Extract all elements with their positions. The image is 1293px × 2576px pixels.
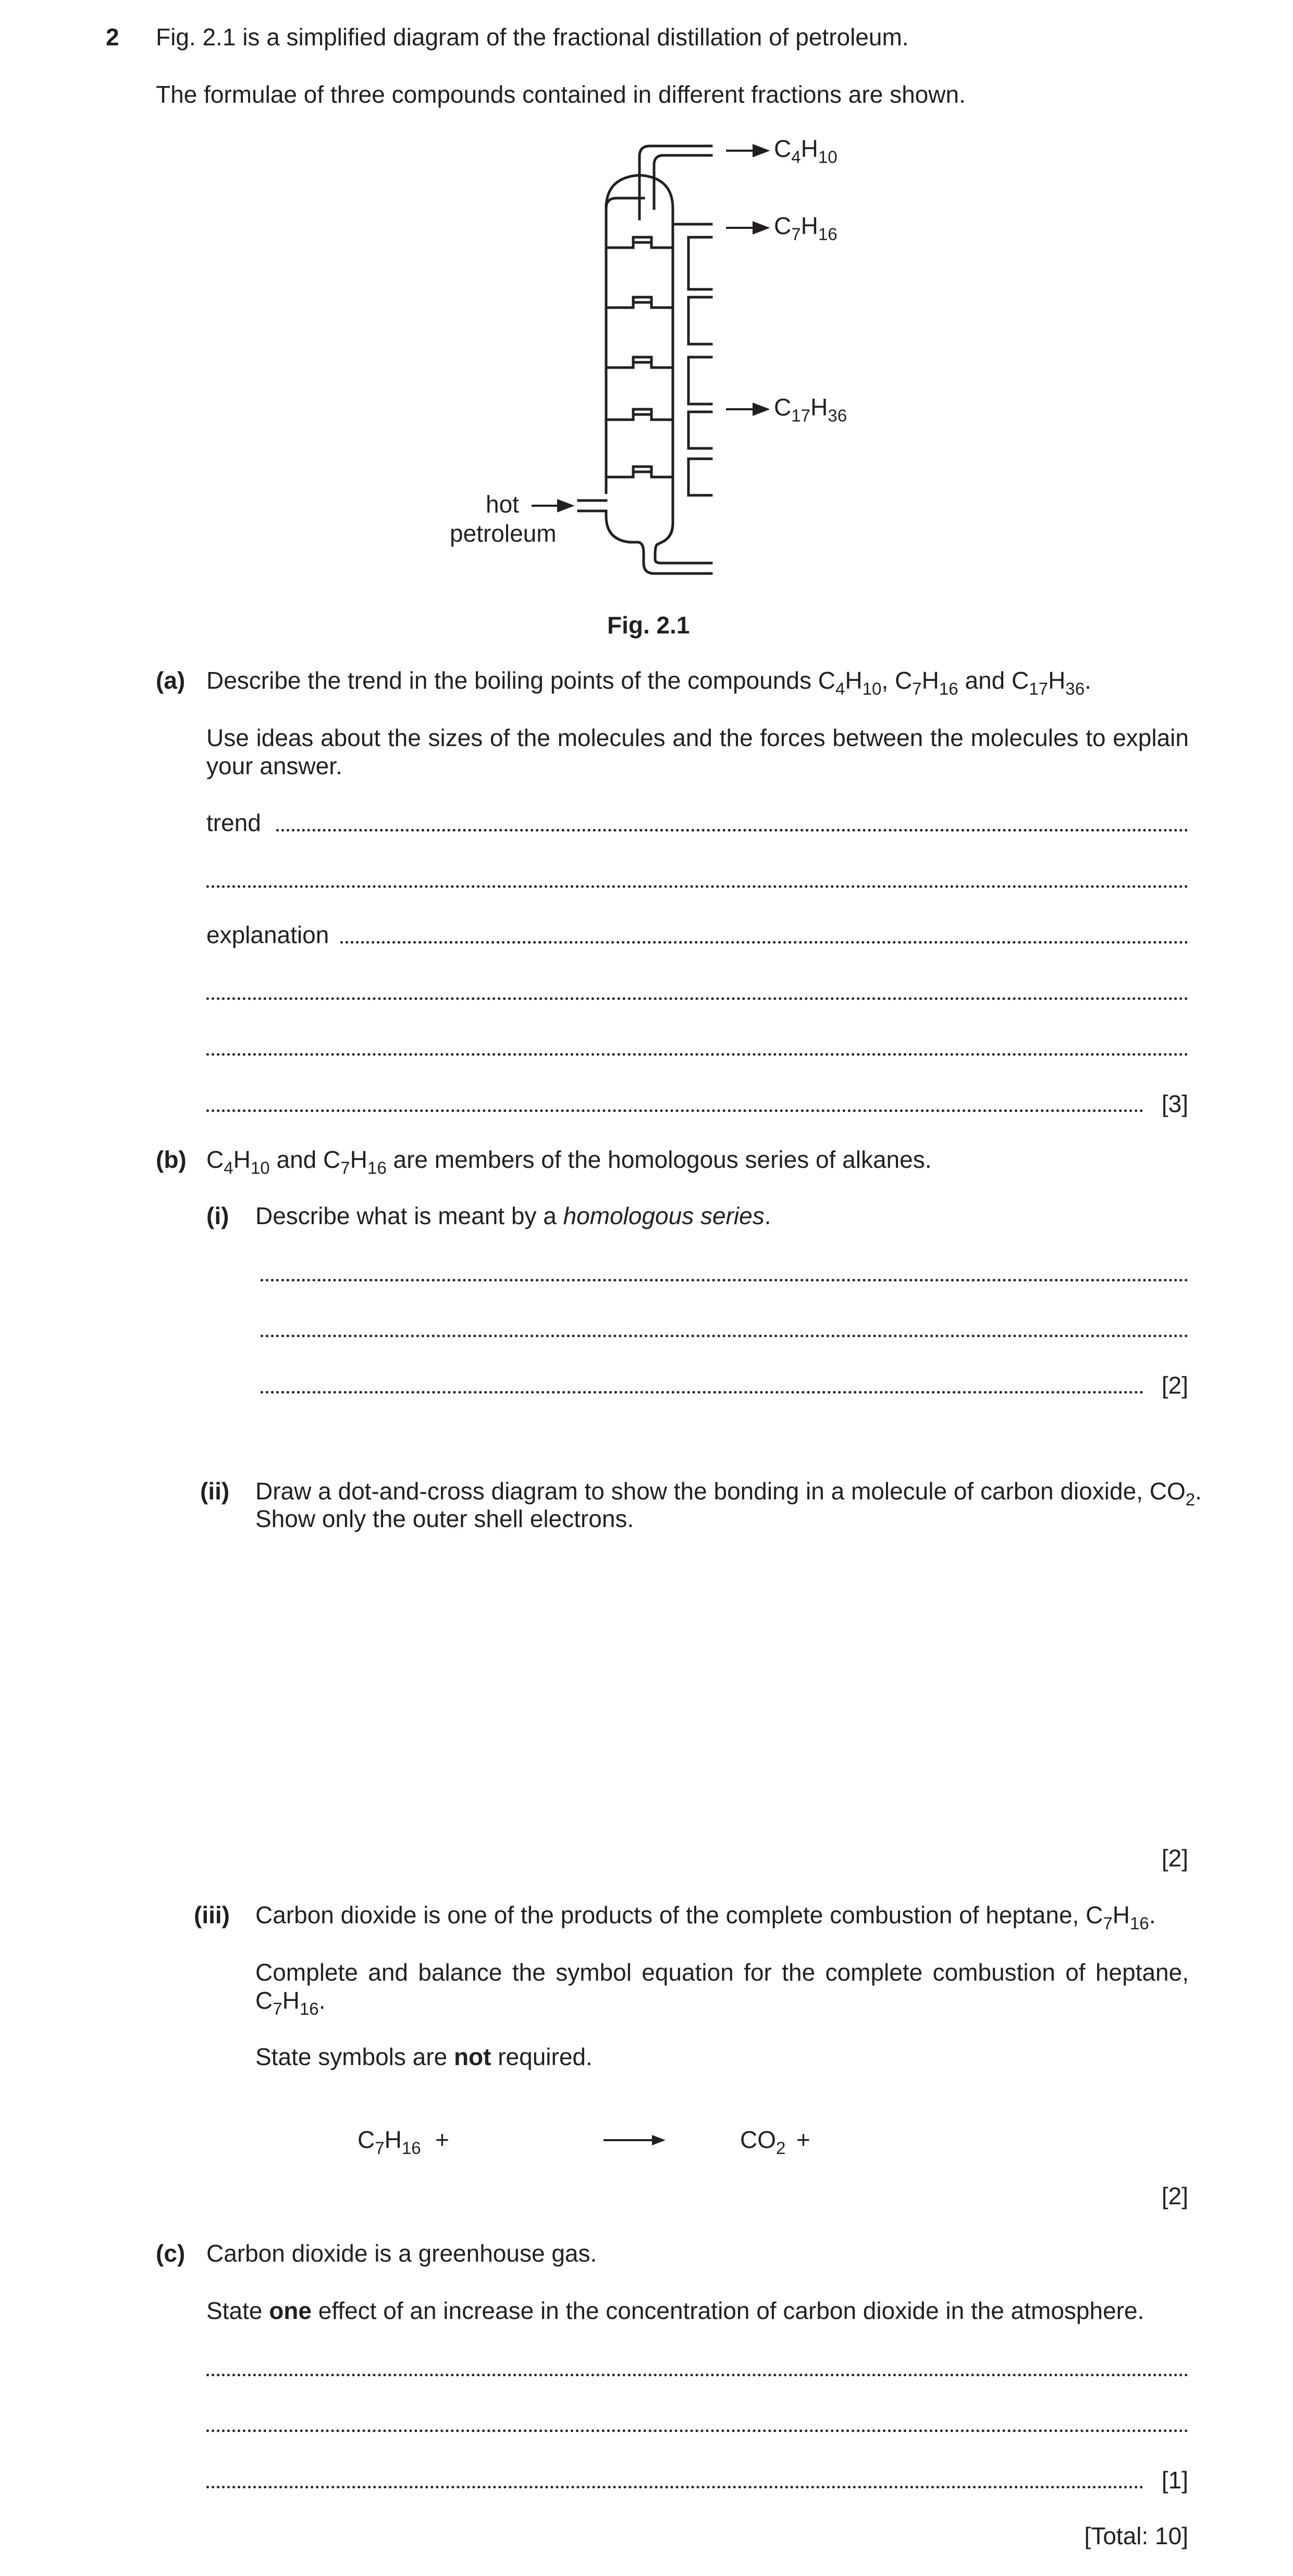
answer-line-c-1[interactable] bbox=[206, 2374, 1188, 2376]
part-b-ii-label: (ii) bbox=[200, 1478, 230, 1505]
explanation-label: explanation bbox=[206, 921, 329, 948]
part-b-stem: $C_4H_{10}$ and $C_7H_{16}$ are members of the homologous series of alkanes. bbox=[206, 1146, 932, 1178]
equation-blank-water[interactable] bbox=[818, 2122, 975, 2153]
fraction-label-c7h16: $C_7H_{16}$ bbox=[774, 212, 838, 245]
answer-line-c-3[interactable] bbox=[206, 2486, 1143, 2488]
fraction-label-c4h10: $C_4H_{10}$ bbox=[774, 135, 838, 167]
fraction-label-c17h36: $C_{17}H_{36}$ bbox=[774, 394, 847, 426]
part-b-ii-question: Draw a dot-and-cross diagram to show the bonding in a molecule of carbon dioxide, $CO_2$. bbox=[255, 1478, 1202, 1510]
part-b-iii-label: (iii) bbox=[194, 1901, 230, 1928]
part-b-ii-marks: [2] bbox=[1161, 1845, 1188, 1872]
part-c-question: State one effect of an increase in the concentration of carbon dioxide in the atmosphere. bbox=[206, 2297, 1144, 2324]
answer-line-bi-1[interactable] bbox=[261, 1279, 1188, 1281]
part-c-label: (c) bbox=[156, 2240, 186, 2267]
answer-line-bi-2[interactable] bbox=[261, 1335, 1188, 1337]
intro-text-2: The formulae of three compounds contained in different fractions are shown. bbox=[156, 81, 966, 108]
answer-line-a6[interactable] bbox=[206, 1109, 1143, 1112]
answer-line-a5[interactable] bbox=[206, 1053, 1188, 1056]
fractional-distillation-diagram bbox=[0, 0, 1293, 626]
part-b-iii-state-symbols: State symbols are not required. bbox=[255, 2043, 593, 2070]
answer-line-bi-3[interactable] bbox=[261, 1391, 1143, 1394]
part-a-instruction: Use ideas about the sizes of the molecules and the forces between the molecules to explain your answer. bbox=[206, 724, 1189, 779]
total-marks: [Total: 10] bbox=[1084, 2522, 1188, 2549]
answer-line-trend[interactable] bbox=[276, 829, 1188, 832]
part-b-ii-line2: Show only the outer shell electrons. bbox=[255, 1505, 634, 1532]
input-label-hot: hot bbox=[486, 491, 519, 518]
part-a-label: (a) bbox=[156, 667, 186, 694]
part-b-i-label: (i) bbox=[206, 1202, 229, 1229]
trend-label: trend bbox=[206, 809, 261, 836]
equation-product-co2: $CO_2$ bbox=[740, 2126, 786, 2158]
answer-line-explanation[interactable] bbox=[340, 941, 1188, 944]
part-b-i-question: Describe what is meant by a homologous series. bbox=[255, 1202, 771, 1229]
part-b-iii-instruction: Complete and balance the symbol equation for the complete combustion of heptane, bbox=[255, 1959, 1189, 1986]
equation-blank-oxygen[interactable] bbox=[459, 2122, 589, 2153]
answer-line-a4[interactable] bbox=[206, 997, 1188, 1000]
equation-plus-2: + bbox=[796, 2126, 810, 2153]
equation-plus-1: + bbox=[435, 2126, 449, 2153]
input-label-petroleum: petroleum bbox=[450, 520, 557, 547]
part-b-iii-marks: [2] bbox=[1161, 2182, 1188, 2209]
part-b-i-marks: [2] bbox=[1161, 1372, 1188, 1399]
part-a-question: Describe the trend in the boiling points of the compounds $C_4H_{10}$, $C_7H_{16}$ and $C_{17}H_{36}$. bbox=[206, 667, 1091, 699]
part-b-label: (b) bbox=[156, 1146, 187, 1173]
equation-reactant-heptane: $C_7H_{16}$ bbox=[358, 2126, 421, 2158]
intro-text-1: Fig. 2.1 is a simplified diagram of the fractional distillation of petroleum. bbox=[156, 23, 909, 51]
part-c-marks: [1] bbox=[1161, 2467, 1188, 2494]
question-number: 2 bbox=[106, 23, 119, 51]
figure-caption: Fig. 2.1 bbox=[607, 612, 690, 639]
part-c-stem: Carbon dioxide is a greenhouse gas. bbox=[206, 2240, 597, 2267]
answer-line-a2[interactable] bbox=[206, 885, 1188, 888]
drawing-area-dot-and-cross[interactable] bbox=[255, 1543, 1188, 1835]
part-b-iii-question: Carbon dioxide is one of the products of the complete combustion of heptane, $C_7H_{16}$. bbox=[255, 1901, 1156, 1934]
answer-line-c-2[interactable] bbox=[206, 2430, 1188, 2432]
part-b-iii-instruction-formula: $C_7H_{16}$. bbox=[255, 1987, 326, 2019]
part-a-marks: [3] bbox=[1161, 1090, 1188, 1117]
